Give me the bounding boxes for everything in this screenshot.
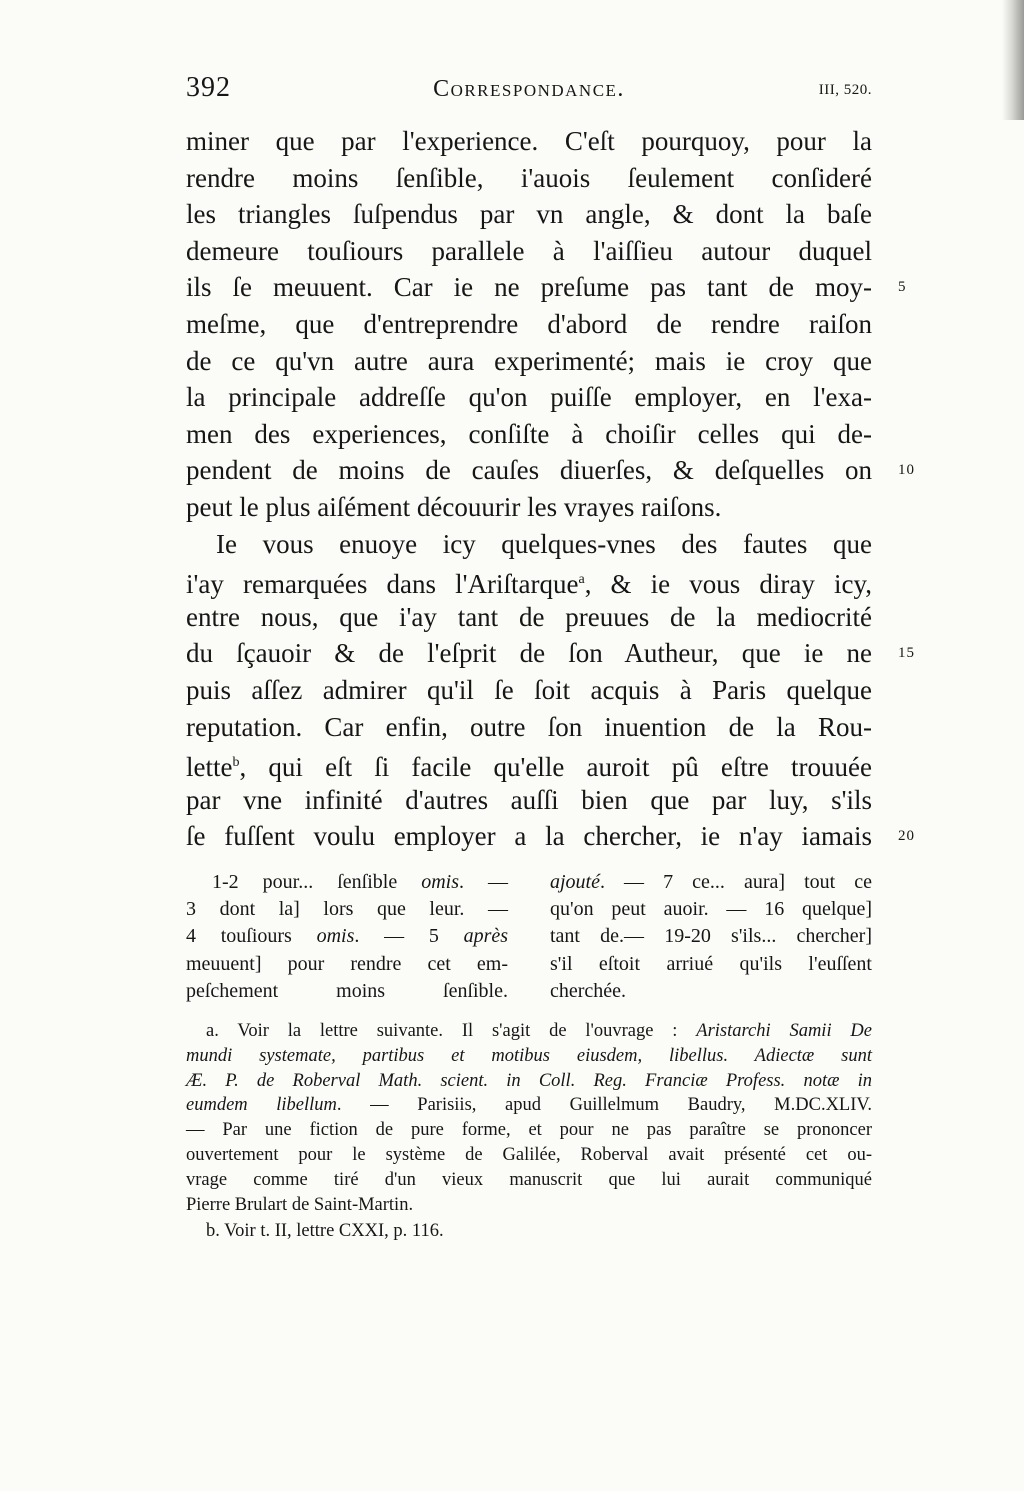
text-line: ſe fuſſent voulu employer a la chercher, ie n'ay iamais 20	[186, 818, 872, 855]
line-number: 20	[898, 828, 915, 845]
text-line: reputation. Car enfin, outre ſon inuention de la Rou-	[186, 711, 872, 742]
variant-line: ajouté. — 7 ce... aura] tout ce	[550, 871, 872, 893]
text-line: peut le plus aiſément découurir les vrayes raiſons.	[186, 491, 722, 522]
variant-column-left	[186, 869, 509, 1005]
page-edge-shadow	[1002, 0, 1024, 120]
text-line: lette$^b$, qui eſt ſi facile qu'elle auroit pû eſtre trouuée	[186, 752, 872, 783]
text-line: i'ay remarquées dans l'Ariſtarque$^a$, & ie vous diray icy,	[186, 569, 873, 600]
text-line: de ce qu'vn autre aura experimenté; mais ie croy que	[186, 345, 872, 376]
variant-line: peſchement moins ſenſible.	[186, 979, 508, 1002]
variant-line: tant de.— 19-20 s'ils... chercher]	[550, 925, 872, 948]
folio-reference: III, 520.	[818, 82, 872, 98]
note-reference-a[interactable]: a	[578, 572, 585, 588]
running-title: Correspondance.	[433, 76, 625, 102]
letter-text	[186, 123, 915, 855]
footnote-a-line: eumdem libellum. — Parisiis, apud Guillelmum Baudry, M.DC.XLIV.	[186, 1095, 872, 1116]
line-number: 10	[898, 462, 915, 479]
text-line: pendent de moins de cauſes diuerſes, & deſquelles on 10	[186, 452, 872, 489]
line-number: 15	[898, 645, 915, 662]
text-line: demeure touſiours parallele à l'aiſſieu autour duquel	[186, 235, 872, 266]
footnote-a-line: ouvertement pour le système de Galilée, Roberval avait présenté cet ou-	[186, 1144, 872, 1165]
text-line: la principale addreſſe qu'on puiſſe employer, en l'exa-	[186, 382, 872, 413]
text-line: par vne infinité d'autres auſſi bien que par luy, s'ils	[186, 784, 872, 815]
variant-line: cherchée.	[550, 979, 627, 1002]
footnotes	[186, 1019, 872, 1244]
text-line: ils ſe meuuent. Car ie ne preſume pas tant de moy- 5	[186, 269, 872, 306]
text-line: men des experiences, conſiſte à choiſir celles qui de-	[186, 418, 872, 449]
footnote-a-line: — Par une fiction de pure forme, et pour ne pas paraître se prononcer	[186, 1120, 872, 1141]
text-line: puis aſſez admirer qu'il ſe ſoit acquis à Paris quelque	[186, 674, 872, 705]
footnote-a-line: vrage comme tiré d'un vieux manuscrit que lui aurait communiqué	[186, 1169, 872, 1190]
variant-line: s'il eſtoit arriué qu'ils l'euſſent	[550, 952, 872, 975]
variant-line: 3 dont la] lors que leur. —	[186, 898, 508, 921]
variant-column-right	[550, 869, 872, 1005]
text-line: rendre moins ſenſible, i'auois ſeulement conſideré	[186, 162, 872, 193]
variant-line: qu'on peut auoir. — 16 quelque]	[550, 898, 872, 921]
text-line: du ſçauoir & de l'eſprit de ſon Autheur, que ie ne 15	[186, 635, 872, 672]
text-line: meſme, que d'entreprendre d'abord de rendre raiſon	[186, 308, 872, 339]
page-number: 392	[186, 72, 231, 103]
line-number: 5	[898, 279, 907, 296]
variant-line: 4 touſiours omis. — 5 après	[186, 925, 509, 948]
footnote-a-line: a. Voir la lettre suivante. Il s'agit de l'ouvrage : Aristarchi Samii De	[206, 1021, 872, 1041]
footnote-a-line: Pierre Brulart de Saint-Martin.	[186, 1194, 414, 1215]
text-line: les triangles ſuſpendus par vn angle, & dont la baſe	[186, 199, 872, 230]
note-reference-b[interactable]: b	[232, 755, 240, 771]
text-line: entre nous, que i'ay tant de preuues de la mediocrité	[186, 601, 872, 632]
page-header	[186, 72, 872, 108]
footnote-a-line: mundi systemate, partibus et motibus eiusdem, libellus. Adiectæ sunt	[186, 1045, 872, 1066]
text-line: Ie vous enuoye icy quelques-vnes des fautes que	[216, 528, 872, 559]
variant-line: 1-2 pour... ſenſible omis. —	[212, 871, 508, 893]
footnote-b: b. Voir t. II, lettre CXXI, p. 116.	[206, 1221, 444, 1242]
text-line: miner que par l'experience. C'eſt pourquoy, pour la	[186, 126, 872, 156]
variant-line: meuuent] pour rendre cet em-	[186, 952, 508, 975]
footnote-a-line: Æ. P. de Roberval Math. scient. in Coll. Reg. Franciæ Profess. notæ in	[186, 1070, 872, 1091]
